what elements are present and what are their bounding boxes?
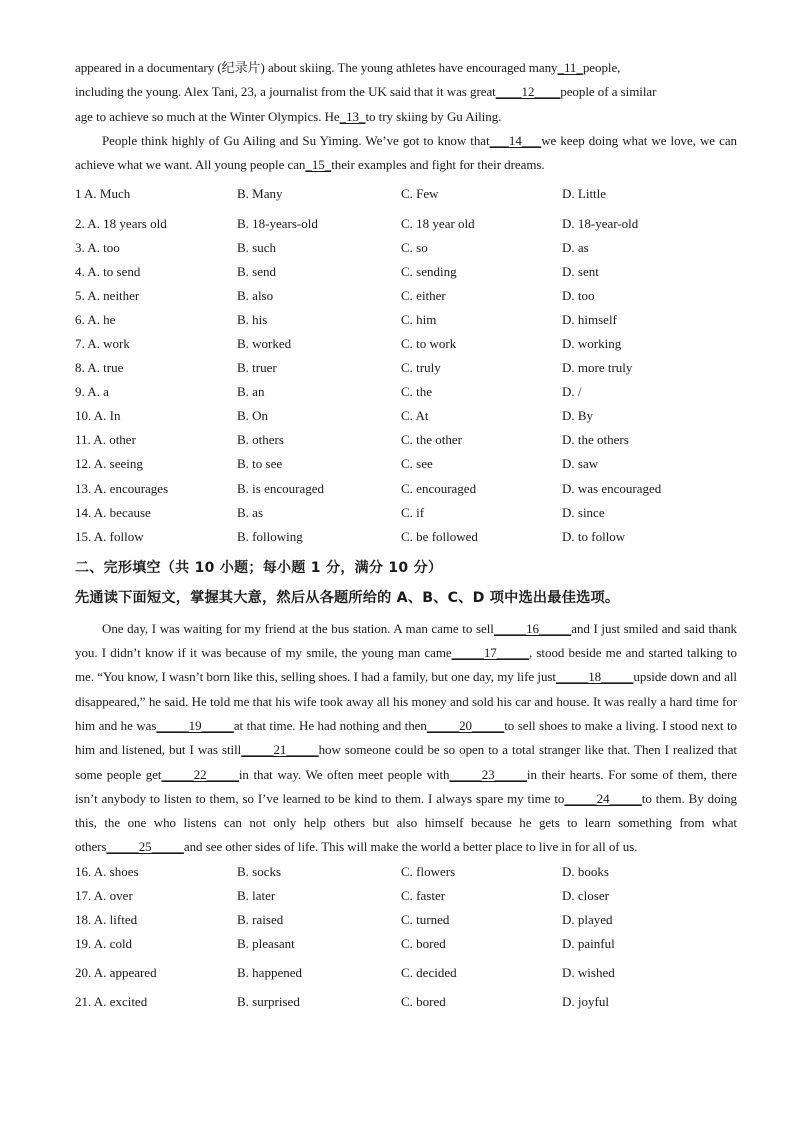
question-option-b: B. following <box>237 528 303 544</box>
question-option-b: B. truer <box>237 360 277 376</box>
question-option-a: 6. A. he <box>75 311 116 327</box>
question-option-c: C. faster <box>401 887 446 903</box>
question-option-c: C. truly <box>401 360 441 376</box>
question-option-d: D. as <box>562 239 589 255</box>
question-row <box>75 356 737 380</box>
question-option-d: D. painful <box>562 936 615 952</box>
passage-text: in their hearts. For some of them, there isn’t anybody to listen to them, so I’ve learned to be kind to them. I always spare my time to <box>75 766 737 806</box>
question-option-b: B. such <box>237 239 276 255</box>
answer-blank: _____20_____ <box>426 717 505 733</box>
question-row <box>75 501 737 525</box>
question-option-a: 1 A. Much <box>75 186 131 202</box>
question-option-c: C. flowers <box>401 863 456 879</box>
question-option-c: C. encouraged <box>401 480 477 496</box>
question-option-d: D. saw <box>562 456 599 472</box>
question-option-d: D. By <box>562 408 594 424</box>
question-row <box>75 380 737 404</box>
answer-blank: _____22_____ <box>161 766 239 782</box>
passage-text: appeared in a documentary (纪录片) about skiing. The young athletes have encouraged many <box>75 60 558 75</box>
question-option-a: 10. A. In <box>75 408 121 424</box>
question-row <box>75 860 737 884</box>
question-option-c: C. bored <box>401 936 446 952</box>
question-row <box>75 956 737 990</box>
question-option-a: 7. A. work <box>75 336 130 351</box>
question-option-c: C. turned <box>401 912 450 927</box>
question-option-c: C. the other <box>401 432 463 448</box>
passage-1-line-1 <box>75 56 737 80</box>
question-option-d: D. joyful <box>562 994 609 1010</box>
passage-text: to them. By doing this, the one who listens can not only help others but also himself because he gets to learn something from what others <box>75 790 737 855</box>
answer-blank: _____16_____ <box>493 620 572 636</box>
question-option-c: C. see <box>401 456 433 472</box>
question-option-a: 12. A. seeing <box>75 456 143 472</box>
question-option-c: C. the <box>401 384 433 400</box>
question-row <box>75 908 737 932</box>
answer-blank: _____25_____ <box>106 839 184 855</box>
question-row <box>75 428 737 452</box>
passage-text: people, <box>582 60 621 75</box>
question-option-d: D. books <box>562 863 609 879</box>
answer-blank: _13_ <box>339 108 366 124</box>
question-option-a: 2. A. 18 years old <box>75 215 167 231</box>
question-row <box>75 525 737 549</box>
question-option-c: C. sending <box>401 263 457 279</box>
passage-text: people of a similar <box>560 84 657 100</box>
question-option-b: B. others <box>237 432 284 448</box>
passage-1-line-2 <box>75 80 737 104</box>
section-2-instruction: 先通读下面短文，掌握其大意，然后从各题所给的 A、B、C、D 项中选出最佳选项。 <box>75 589 620 606</box>
question-row <box>75 260 737 284</box>
question-option-b: B. raised <box>237 912 284 927</box>
question-option-c: C. if <box>401 504 425 520</box>
passage-text: upside down and all disappeared,” he said. He told me that his wife took away all his money and sold his car and house. It was really a hard time for him and he was <box>75 669 737 733</box>
question-row <box>75 308 737 332</box>
answer-blank: _15_ <box>305 157 332 173</box>
passage-text: age to achieve so much at the Winter Olympics. He <box>75 108 340 124</box>
passage-text: how someone could be so open to a total stranger like that. Then I realized that some people get <box>75 742 737 782</box>
passage-text: , stood beside me and started talking to me. “You know, I wasn’t born like this, selling shoes. I had a family, but one day, my life just <box>75 645 737 685</box>
question-option-a: 16. A. shoes <box>75 863 139 879</box>
question-option-d: D. the others <box>562 432 629 448</box>
question-option-d: D. more truly <box>562 360 633 376</box>
question-option-c: C. decided <box>401 965 457 981</box>
exam-page <box>75 56 737 1014</box>
answer-blank: _____18_____ <box>555 669 634 685</box>
passage-text: and I just smiled and said thank you. I didn’t know if it was because of my smile, the young man came <box>75 620 737 661</box>
question-option-d: D. played <box>562 912 613 927</box>
question-option-a: 19. A. cold <box>75 936 133 952</box>
answer-blank: _____17_____ <box>451 645 530 661</box>
passage-text: to try skiing by Gu Ailing. <box>365 108 502 124</box>
question-options-16-21 <box>75 860 737 1014</box>
answer-blank: _____19_____ <box>156 717 234 733</box>
passage-text: including the young. Alex Tani, 23, a journalist from the UK said that it was great <box>75 84 496 100</box>
question-option-a: 17. A. over <box>75 887 133 903</box>
question-row <box>75 236 737 260</box>
question-row <box>75 211 737 235</box>
answer-blank: _____21_____ <box>241 742 319 758</box>
passage-1-paragraph-2 <box>75 129 737 178</box>
answer-blank: _____24_____ <box>564 790 642 806</box>
question-option-b: B. also <box>237 287 274 303</box>
passage-text: to sell shoes to make a living. I stood next to him and listened, but I was still <box>75 717 737 758</box>
question-row <box>75 332 737 356</box>
question-row <box>75 452 737 476</box>
question-row <box>75 884 737 908</box>
question-option-b: B. On <box>237 408 269 424</box>
question-option-b: B. worked <box>237 336 292 351</box>
question-option-c: C. Few <box>401 186 439 202</box>
question-option-a: 8. A. true <box>75 360 124 376</box>
question-option-b: B. pleasant <box>237 936 295 952</box>
passage-text: at that time. He had nothing and then <box>233 717 427 733</box>
question-option-c: C. so <box>401 239 428 255</box>
question-option-a: 20. A. appeared <box>75 965 157 981</box>
question-option-d: D. 18-year-old <box>562 215 639 231</box>
question-option-c: C. him <box>401 311 437 327</box>
section-2-title: 二、完形填空（共 10 小题；每小题 1 分，满分 10 分） <box>75 559 443 576</box>
question-row <box>75 477 737 501</box>
question-option-c: C. either <box>401 287 446 303</box>
passage-text: and see other sides of life. This will make the world a better place to live in for all of us. <box>183 839 638 855</box>
passage-text: we keep doing what we love, we can achieve what we want. All young people can <box>75 132 738 173</box>
question-option-b: B. socks <box>237 863 282 879</box>
question-option-b: B. surprised <box>237 994 300 1010</box>
question-option-a: 14. A. because <box>75 504 151 520</box>
question-option-a: 3. A. too <box>75 239 120 255</box>
passage-1-line-3 <box>75 105 737 129</box>
passage-2 <box>75 617 737 860</box>
question-option-d: D. to follow <box>562 528 626 544</box>
passage-text: in that way. We often meet people with <box>238 766 450 782</box>
answer-blank: ____12____ <box>495 84 561 100</box>
answer-blank: _____23_____ <box>449 766 527 782</box>
question-option-b: B. as <box>237 504 263 520</box>
question-option-a: 15. A. follow <box>75 528 144 544</box>
question-row <box>75 932 737 956</box>
question-option-b: B. happened <box>237 965 302 981</box>
question-option-d: D. too <box>562 287 595 303</box>
question-option-b: B. an <box>237 384 265 400</box>
question-option-d: D. / <box>562 384 582 400</box>
passage-text: their examples and fight for their dreams. <box>331 157 545 173</box>
question-row <box>75 284 737 308</box>
question-option-c: C. 18 year old <box>401 215 475 231</box>
question-option-b: B. his <box>237 311 268 327</box>
question-option-b: B. to see <box>237 456 283 472</box>
question-option-b: B. send <box>237 263 276 279</box>
question-options-1-15 <box>75 177 737 548</box>
answer-blank: _11_ <box>557 60 583 75</box>
question-option-d: D. since <box>562 504 605 520</box>
question-row <box>75 990 737 1014</box>
question-option-a: 5. A. neither <box>75 287 140 303</box>
passage-1 <box>75 56 737 177</box>
question-option-a: 18. A. lifted <box>75 912 138 927</box>
question-option-d: D. sent <box>562 263 599 279</box>
question-option-d: D. Little <box>562 186 607 202</box>
question-option-d: D. himself <box>562 311 617 327</box>
question-option-d: D. closer <box>562 887 609 903</box>
question-option-d: D. working <box>562 336 622 351</box>
question-option-c: C. At <box>401 408 429 424</box>
answer-blank: ___14___ <box>489 132 542 148</box>
passage-text: People think highly of Gu Ailing and Su Yiming. We’ve got to know that <box>102 132 490 148</box>
question-option-a: 4. A. to send <box>75 263 141 279</box>
question-row <box>75 177 737 211</box>
question-option-c: C. be followed <box>401 528 478 544</box>
question-option-a: 13. A. encourages <box>75 480 169 496</box>
question-option-a: 11. A. other <box>75 432 136 448</box>
question-option-b: B. later <box>237 887 276 903</box>
question-option-b: B. 18-years-old <box>237 215 318 231</box>
question-option-a: 9. A. a <box>75 384 109 400</box>
question-option-b: B. is encouraged <box>237 480 325 496</box>
question-option-b: B. Many <box>237 186 283 202</box>
question-option-d: D. wished <box>562 965 615 981</box>
question-option-a: 21. A. excited <box>75 994 148 1010</box>
question-option-c: C. bored <box>401 994 446 1010</box>
passage-text: One day, I was waiting for my friend at the bus station. A man came to sell <box>102 620 494 636</box>
question-option-d: D. was encouraged <box>562 480 662 496</box>
question-row <box>75 404 737 428</box>
question-option-c: C. to work <box>401 336 457 351</box>
